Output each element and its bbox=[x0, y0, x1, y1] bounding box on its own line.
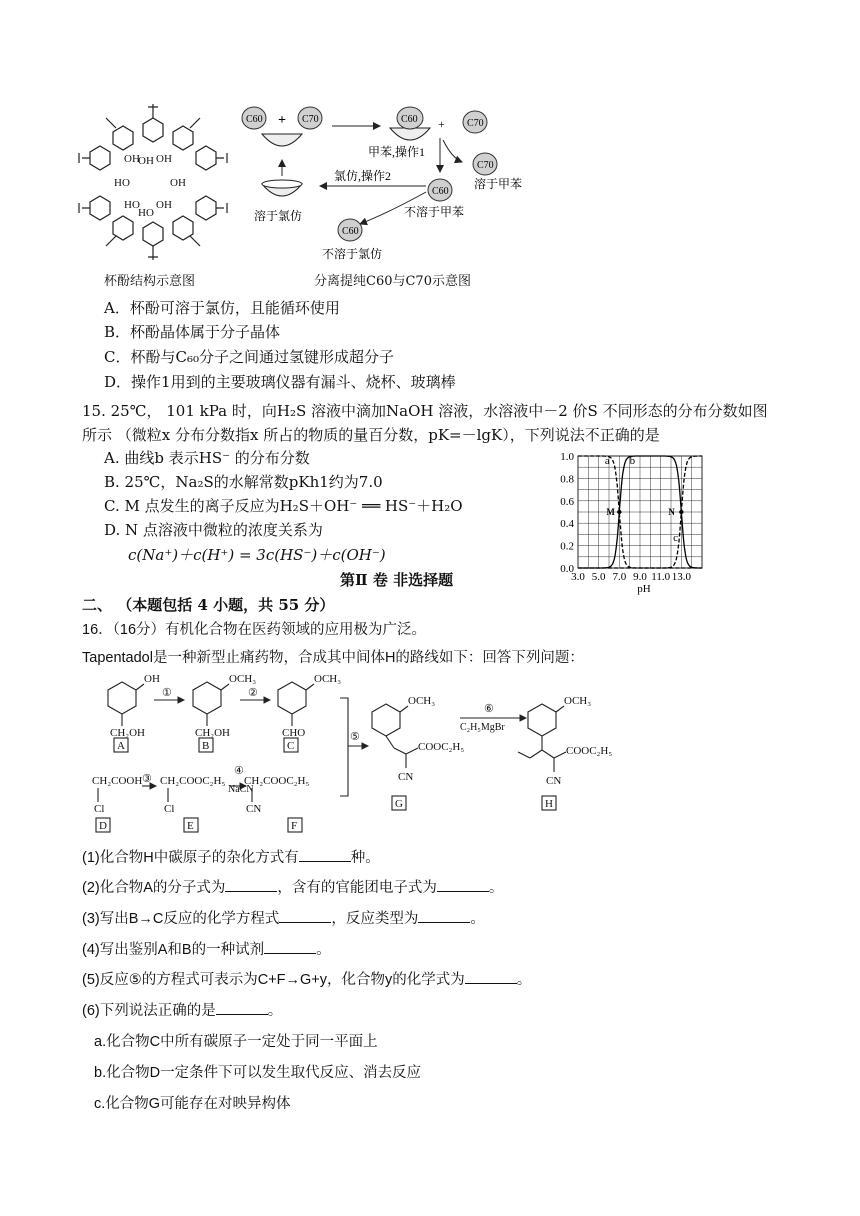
q16-choice-c: c.化合物G可能存在对映异构体 bbox=[94, 1096, 291, 1112]
scheme-cn: CN bbox=[398, 771, 414, 783]
scheme-oh: OH bbox=[144, 673, 160, 685]
point-M-label: M bbox=[606, 507, 615, 517]
separation-scheme bbox=[240, 100, 540, 268]
reagent-6: C₂H₅MgBr bbox=[460, 722, 505, 733]
insoluble-chloroform-label: 不溶于氯仿 bbox=[322, 247, 383, 261]
caption-calixarene: 杯酚结构示意图 bbox=[104, 274, 196, 289]
q16-intro1: 16．（16分）有机化合物在医药领域的应用极为广泛。 bbox=[82, 622, 427, 638]
oh-label: OH bbox=[138, 155, 154, 167]
plus-sign: + bbox=[278, 113, 286, 128]
label-g: G bbox=[395, 798, 403, 810]
answer-blank[interactable] bbox=[279, 908, 331, 923]
c60-label: C60 bbox=[246, 114, 263, 125]
y-tick-label: 0.2 bbox=[560, 540, 574, 553]
q15-option-c: C. M 点发生的离子反应为H₂S＋OH⁻ ══ HS⁻＋H₂O bbox=[104, 497, 463, 515]
q14-option-b: B．杯酚晶体属于分子晶体 bbox=[104, 323, 281, 341]
series-c-label: c bbox=[673, 532, 678, 545]
q15-option-d-formula: c(Na⁺)＋c(H⁺) = 3c(HS⁻)＋c(OH⁻) bbox=[128, 546, 386, 564]
scheme-d-top: CH₂COOH bbox=[92, 775, 143, 787]
x-axis-label: pH bbox=[637, 583, 651, 595]
scheme-cooc2h5: COOC₂H₅ bbox=[566, 745, 613, 757]
oh-label: OH bbox=[124, 153, 140, 165]
q15-option-a: A. 曲线b 表示HS⁻ 的分布分数 bbox=[104, 449, 310, 467]
y-tick-label: 1.0 bbox=[560, 451, 574, 463]
q14-option-d: D．操作1用到的主要玻璃仪器有漏斗、烧杯、玻璃棒 bbox=[104, 373, 456, 391]
label-c: C bbox=[287, 740, 295, 752]
q16-question-3: (3)写出B→C反应的化学方程式 ，反应类型为 。 bbox=[82, 907, 485, 928]
calixarene-structure bbox=[78, 104, 228, 260]
series-a-label: a bbox=[604, 454, 610, 467]
q15-stem-line1: 15. 25℃， 101 kPa 时，向H₂S 溶液中滴加NaOH 溶液，水溶液中－2 价S 不同形态的分布分数如图 bbox=[82, 402, 768, 420]
scheme-och3: OCH₃ bbox=[564, 695, 592, 707]
step-3: ③ bbox=[142, 773, 152, 785]
x-tick-label: 3.0 bbox=[571, 571, 585, 583]
q16-question-4: (4)写出鉴别A和B的一种试剂 。 bbox=[82, 938, 331, 959]
q16-question-6: (6)下列说法正确的是 。 bbox=[82, 999, 282, 1020]
insoluble-toluene-label: 不溶于甲苯 bbox=[404, 205, 465, 219]
point-M bbox=[617, 510, 621, 514]
answer-blank[interactable] bbox=[225, 877, 277, 892]
answer-blank[interactable] bbox=[418, 908, 470, 923]
reagent-nacn: NaCN bbox=[228, 784, 254, 795]
y-tick-label: 0.6 bbox=[560, 495, 574, 508]
y-tick-label: 0.4 bbox=[560, 518, 574, 531]
x-tick-label: 7.0 bbox=[612, 571, 627, 583]
x-tick-label: 13.0 bbox=[671, 571, 691, 583]
q14-option-a: A．杯酚可溶于氯仿，且能循环使用 bbox=[104, 299, 340, 317]
scheme-och3: OCH₃ bbox=[408, 695, 436, 707]
scheme-cl: Cl bbox=[94, 803, 105, 815]
point-N-label: N bbox=[668, 507, 675, 517]
scheme-ch2oh: CH₂OH bbox=[195, 727, 231, 739]
answer-blank[interactable] bbox=[299, 847, 351, 862]
dissolve-chloroform-label: 溶于氯仿 bbox=[254, 209, 303, 223]
step1-label: 甲苯,操作1 bbox=[368, 145, 426, 159]
y-tick-label: 0.0 bbox=[560, 563, 574, 575]
x-tick-label: 5.0 bbox=[591, 571, 606, 583]
point-N bbox=[679, 510, 683, 514]
step-6: ⑥ bbox=[484, 703, 494, 715]
scheme-och3: OCH₃ bbox=[314, 673, 342, 685]
q16-question-1: (1)化合物H中碳原子的杂化方式有 种。 bbox=[82, 846, 380, 867]
series-b-label: b bbox=[629, 454, 636, 467]
label-a: A bbox=[117, 740, 125, 752]
answer-blank[interactable] bbox=[216, 1000, 268, 1015]
x-tick-label: 11.0 bbox=[651, 571, 671, 583]
c60-label: C60 bbox=[401, 114, 418, 125]
answer-blank[interactable] bbox=[465, 969, 517, 984]
scheme-cho: CHO bbox=[282, 727, 306, 739]
label-f: F bbox=[291, 820, 298, 832]
step2-label: 氯仿,操作2 bbox=[334, 169, 392, 183]
scheme-och3: OCH₃ bbox=[229, 673, 257, 685]
label-e: E bbox=[187, 820, 194, 832]
oh-label: OH bbox=[170, 177, 186, 189]
c70-label: C70 bbox=[477, 160, 494, 171]
scheme-cn: CN bbox=[546, 775, 562, 787]
q15-option-d: D. N 点溶液中微粒的浓度关系为 bbox=[104, 521, 323, 539]
label-d: D bbox=[99, 820, 107, 832]
y-tick-label: 0.8 bbox=[560, 473, 574, 486]
step-5: ⑤ bbox=[350, 731, 360, 743]
step-4: ④ bbox=[234, 765, 244, 777]
scheme-ch2oh: CH₂OH bbox=[110, 727, 146, 739]
step-2: ② bbox=[248, 687, 258, 699]
q16-question-5: (5)反应⑤的方程式可表示为C+F→G+y，化合物y的化学式为 。 bbox=[82, 968, 531, 989]
caption-separation: 分离提纯C60与C70示意图 bbox=[314, 274, 471, 289]
ho-label: HO bbox=[124, 199, 140, 211]
scheme-cooc2h5: COOC₂H₅ bbox=[418, 741, 465, 753]
q16-choice-b: b.化合物D一定条件下可以发生取代反应、消去反应 bbox=[94, 1065, 422, 1081]
section2-title: 第Ⅱ 卷 非选择题 bbox=[340, 571, 454, 589]
c60-label: C60 bbox=[342, 226, 359, 237]
c70-label: C70 bbox=[302, 114, 319, 125]
q14-option-c: C．杯酚与C₆₀分子之间通过氢键形成超分子 bbox=[104, 348, 394, 366]
plus-sign: + bbox=[438, 117, 445, 131]
section2-heading: 二、 （本题包括 4 小题，共 55 分） bbox=[82, 596, 335, 614]
c60-label: C60 bbox=[432, 186, 449, 197]
label-b: B bbox=[202, 740, 210, 752]
scheme-cl: Cl bbox=[164, 803, 175, 815]
step-1: ① bbox=[162, 687, 172, 699]
answer-blank[interactable] bbox=[264, 939, 316, 954]
oh-label: OH bbox=[156, 153, 172, 165]
scheme-cn: CN bbox=[246, 803, 262, 815]
label-h: H bbox=[545, 798, 553, 810]
q16-intro2: Tapentadol是一种新型止痛药物，合成其中间体H的路线如下：回答下列问题： bbox=[82, 650, 584, 666]
distribution-chart bbox=[532, 446, 712, 596]
c70-label: C70 bbox=[467, 118, 484, 129]
x-tick-label: 9.0 bbox=[633, 571, 647, 583]
q15-option-b: B. 25℃，Na₂S的水解常数pKh1约为7.0 bbox=[104, 473, 383, 491]
ho-label: HO bbox=[114, 177, 130, 189]
oh-label: OH bbox=[156, 199, 172, 211]
dissolve-toluene-label: 溶于甲苯 bbox=[474, 177, 523, 191]
q16-question-2: (2)化合物A的分子式为 ，含有的官能团电子式为 。 bbox=[82, 876, 503, 897]
answer-blank[interactable] bbox=[437, 877, 489, 892]
scheme-f-top: CH₂COOC₂H₅ bbox=[244, 775, 310, 787]
ho-label: HO bbox=[138, 207, 154, 219]
synthesis-scheme bbox=[92, 668, 632, 840]
q16-choice-a: a.化合物C中所有碳原子一定处于同一平面上 bbox=[94, 1034, 378, 1050]
q15-stem-line2: 所示 （微粒x 分布分数指x 所占的物质的量百分数，pK=－lgK），下列说法不正确的是 bbox=[82, 426, 660, 444]
scheme-e-top: CH₂COOC₂H₅ bbox=[160, 775, 226, 787]
